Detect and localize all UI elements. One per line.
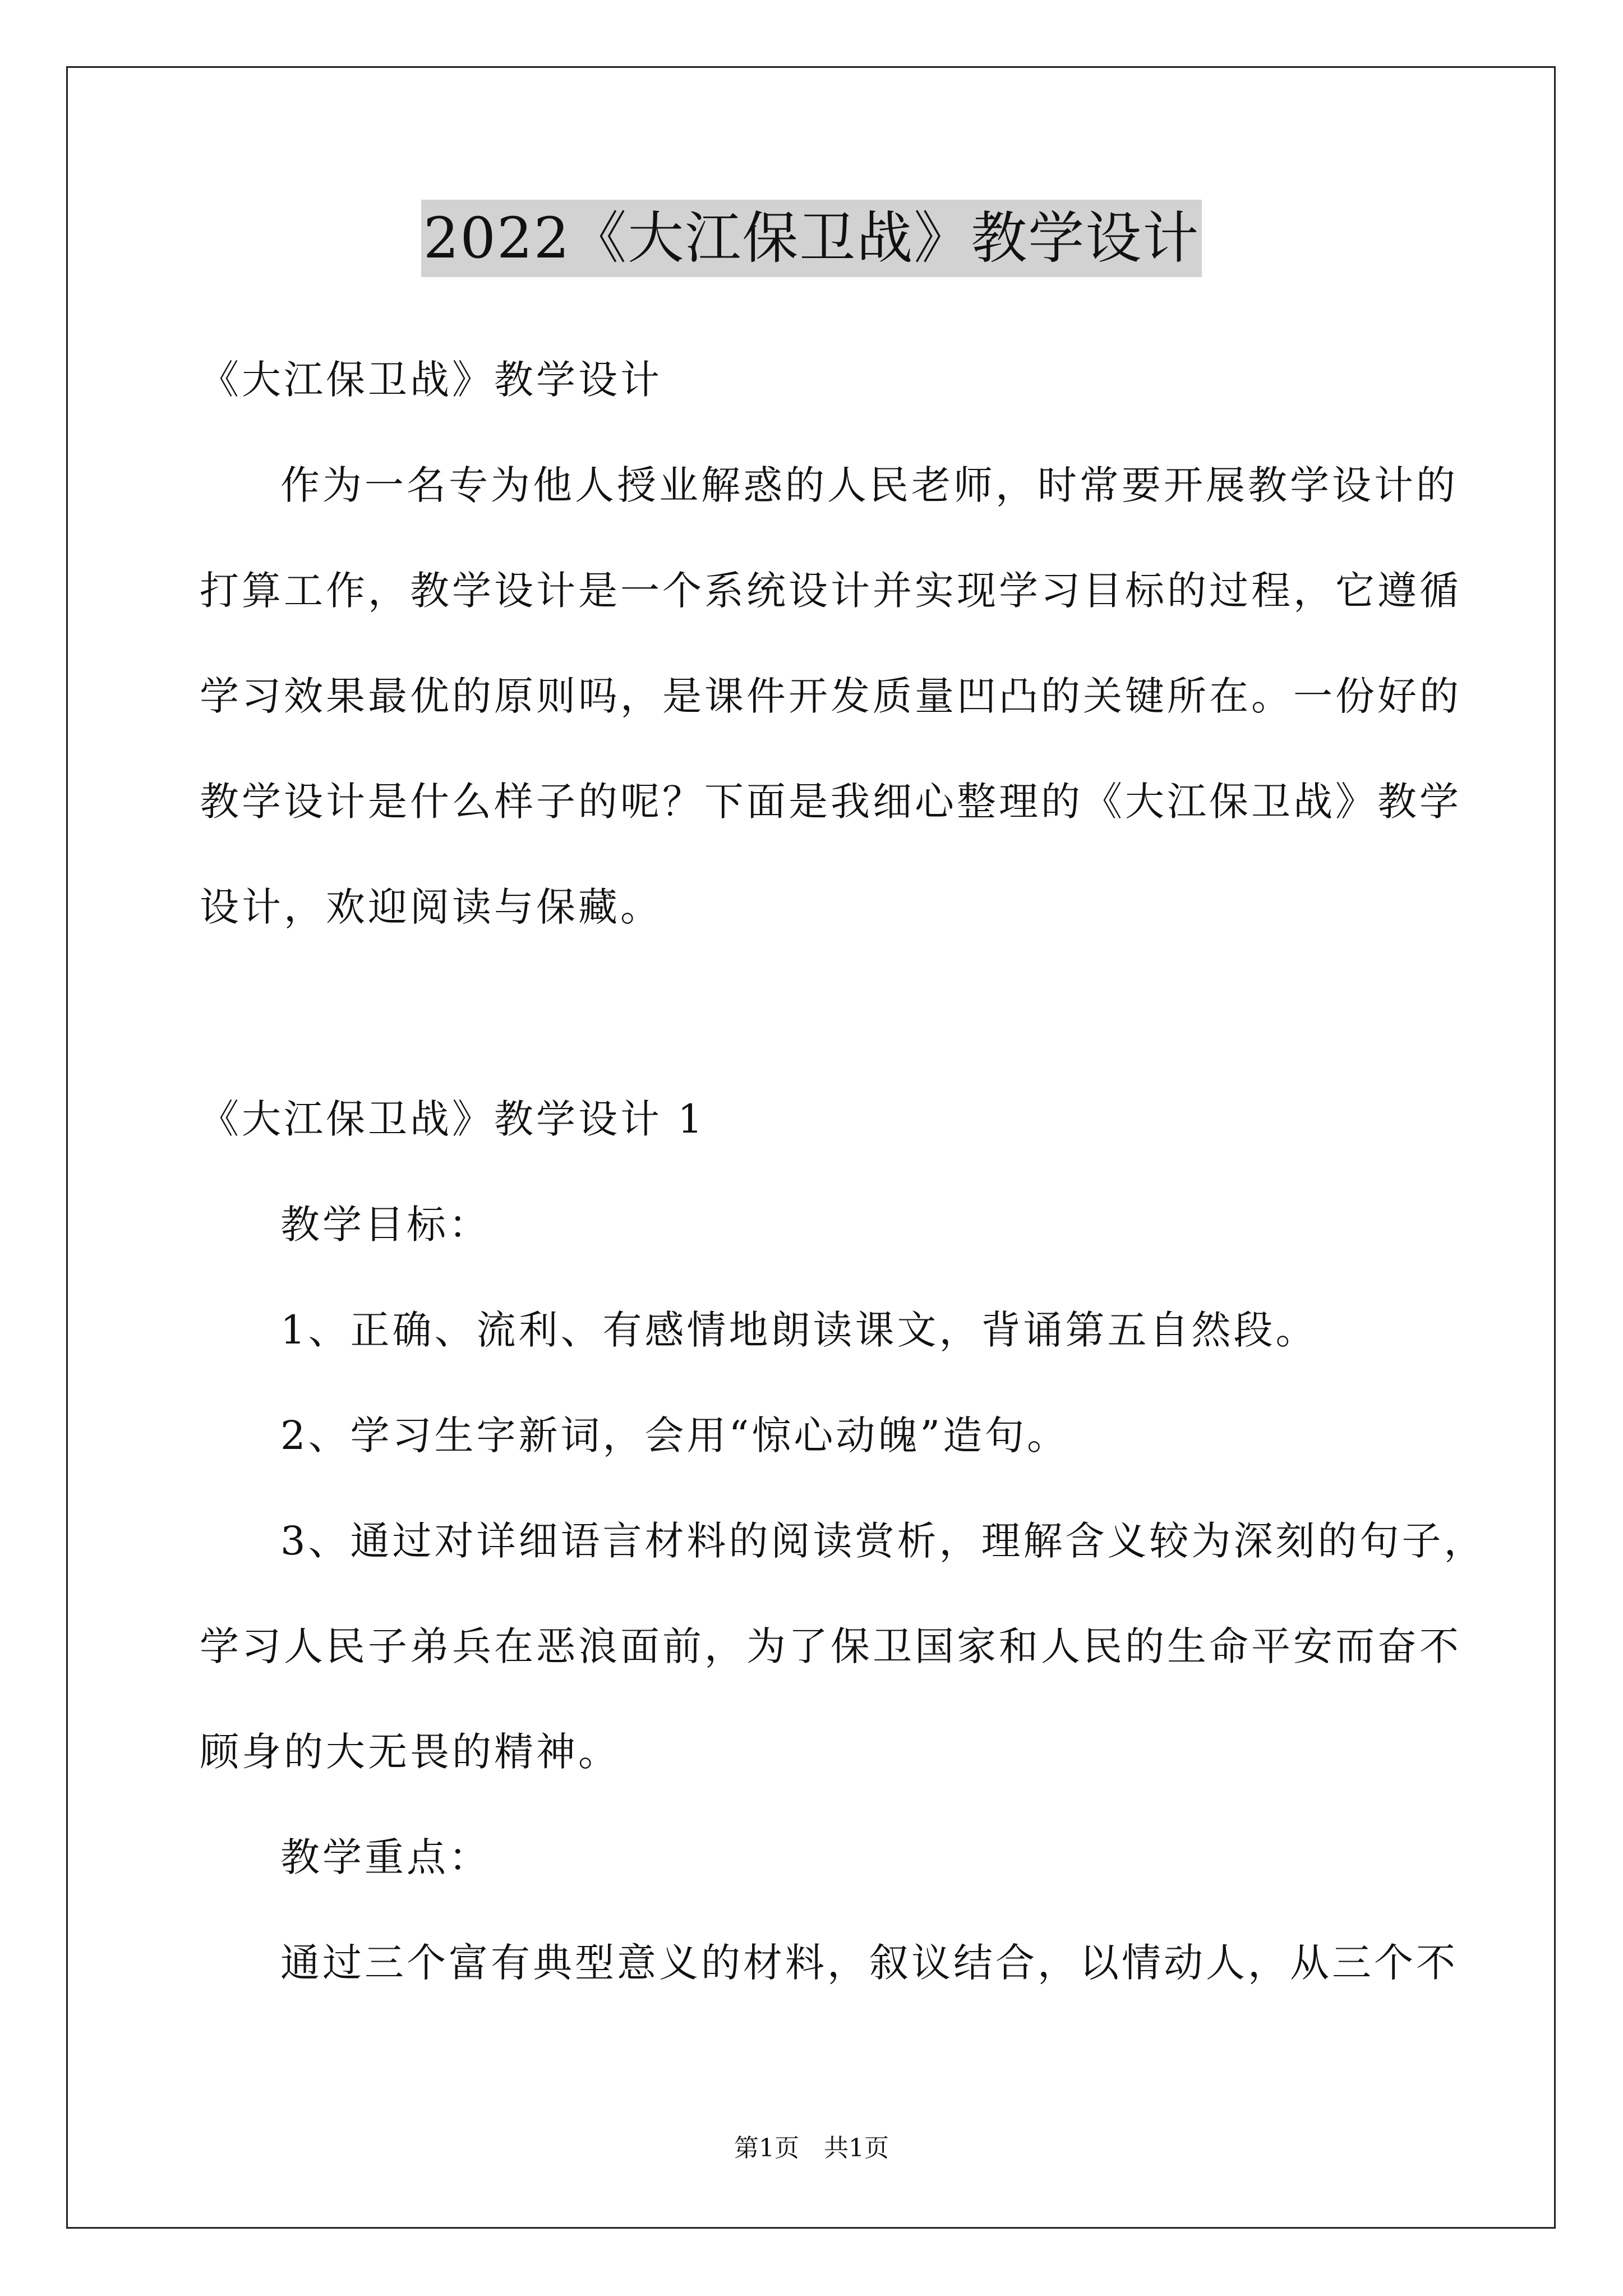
paragraph-line: 作为一名专为他人授业解惑的人民老师，时常要开展教学设计的 [280, 462, 1458, 508]
paragraph-line: 设计，欢迎阅读与保藏。 [200, 884, 662, 930]
section-heading: 《大江保卫战》教学设计 1 [200, 1096, 706, 1142]
document-title: 2022《大江保卫战》教学设计 [421, 200, 1202, 277]
list-item: 1、正确、流利、有感情地朗读课文，背诵第五自然段。 [280, 1307, 1318, 1353]
list-item: 2、学习生字新词，会用“惊心动魄”造句。 [280, 1412, 1069, 1458]
subheading-key-points: 教学重点： [280, 1834, 491, 1880]
paragraph-line: 打算工作，教学设计是一个系统设计并实现学习目标的过程，它遵循 [200, 568, 1461, 614]
paragraph-line: 学习人民子弟兵在恶浪面前，为了保卫国家和人民的生命平安而奋不 [200, 1623, 1461, 1669]
list-item: 3、通过对详细语言材料的阅读赏析，理解含义较为深刻的句子， [280, 1518, 1486, 1564]
page-footer: 第1页 共1页 [734, 2134, 889, 2162]
doc-subtitle: 《大江保卫战》教学设计 [200, 357, 662, 403]
subheading-objectives: 教学目标： [280, 1202, 491, 1248]
paragraph-line: 通过三个富有典型意义的材料，叙议结合，以情动人，从三个不 [280, 1940, 1458, 1986]
paragraph-line: 学习效果最优的原则吗，是课件开发质量凹凸的关键所在。一份好的 [200, 673, 1461, 719]
paragraph-line: 顾身的大无畏的精神。 [200, 1729, 620, 1775]
title-container [0, 200, 1623, 277]
paragraph-line: 教学设计是什么样子的呢？下面是我细心整理的《大江保卫战》教学 [200, 779, 1461, 825]
